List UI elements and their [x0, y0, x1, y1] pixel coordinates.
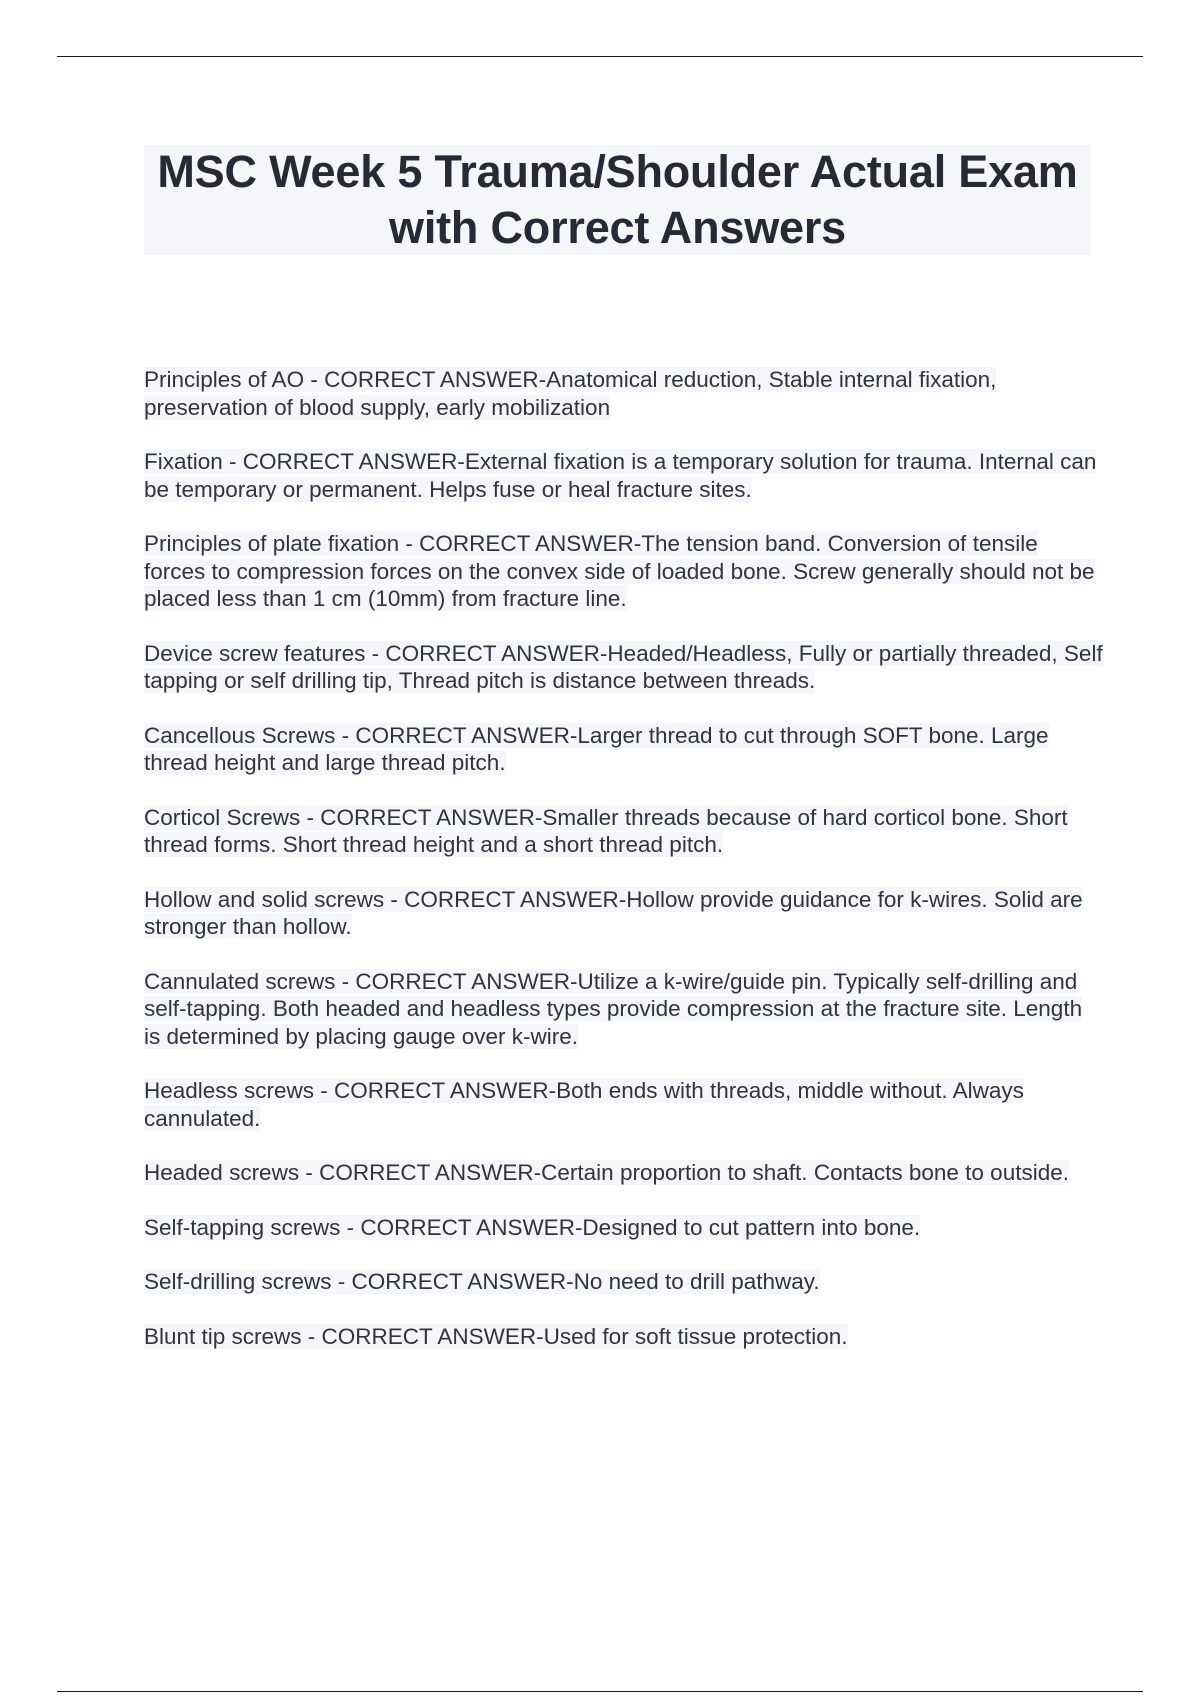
- qa-text: Principles of plate fixation - CORRECT ANSWER-The tension band. Conversion of tensile forces to compression forces on the convex side of loaded bone. Screw generally should not be placed less than 1 cm (10mm) from fracture line.: [144, 531, 1095, 611]
- qa-text: Headed screws - CORRECT ANSWER-Certain proportion to shaft. Contacts bone to outside.: [144, 1160, 1069, 1185]
- page-title: MSC Week 5 Trauma/Shoulder Actual Exam with Correct Answers: [157, 146, 1078, 253]
- qa-text: Blunt tip screws - CORRECT ANSWER-Used for soft tissue protection.: [144, 1323, 848, 1349]
- title-banner: [144, 145, 1091, 255]
- qa-item: [144, 1159, 1104, 1187]
- qa-item: [144, 1214, 1104, 1242]
- qa-text: Device screw features - CORRECT ANSWER-Headed/Headless, Fully or partially threaded, Self tapping or self drilling tip, Thread pitch is distance between threads.: [144, 640, 1103, 693]
- qa-item: [144, 366, 1104, 421]
- qa-text: Cancellous Screws - CORRECT ANSWER-Larger thread to cut through SOFT bone. Large thread height and large thread pitch.: [144, 722, 1049, 775]
- qa-item: [144, 722, 1104, 777]
- qa-item: [144, 1268, 1104, 1296]
- qa-item: [144, 530, 1104, 613]
- qa-text: Principles of AO - CORRECT ANSWER-Anatomical reduction, Stable internal fixation, preservation of blood supply, early mobilization: [144, 367, 997, 420]
- qa-text: Cannulated screws - CORRECT ANSWER-Utilize a k-wire/guide pin. Typically self-drilling and self-tapping. Both headed and headless types provide compression at the fracture site. Length is determined by placing gauge over k-wire.: [144, 968, 1083, 1049]
- qa-item: [144, 1323, 1104, 1351]
- qa-item: [144, 448, 1104, 503]
- qa-text: Fixation - CORRECT ANSWER-External fixation is a temporary solution for trauma. Internal can be temporary or permanent. Helps fuse or heal fracture sites.: [144, 449, 1097, 502]
- qa-list: [144, 366, 1104, 1377]
- top-divider: [57, 56, 1143, 57]
- qa-text: Self-drilling screws - CORRECT ANSWER-No need to drill pathway.: [144, 1269, 820, 1294]
- qa-text: Headless screws - CORRECT ANSWER-Both ends with threads, middle without. Always cannulated.: [144, 1078, 1024, 1131]
- bottom-divider: [57, 1691, 1143, 1692]
- qa-item: [144, 886, 1104, 941]
- qa-text: Corticol Screws - CORRECT ANSWER-Smaller threads because of hard corticol bone. Short thread forms. Short thread height and a short thread pitch.: [144, 804, 1068, 857]
- qa-item: [144, 968, 1104, 1051]
- qa-text: Self-tapping screws - CORRECT ANSWER-Designed to cut pattern into bone.: [144, 1214, 921, 1240]
- qa-item: [144, 804, 1104, 859]
- qa-text: Hollow and solid screws - CORRECT ANSWER-Hollow provide guidance for k-wires. Solid are stronger than hollow.: [144, 886, 1083, 939]
- qa-item: [144, 640, 1104, 695]
- qa-item: [144, 1077, 1104, 1132]
